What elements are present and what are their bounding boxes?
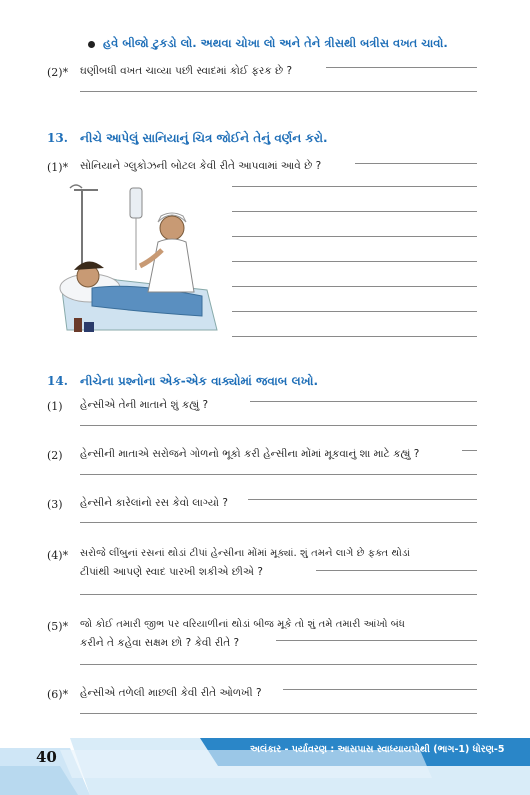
question-number: (1)* [47, 161, 69, 174]
answer-line[interactable] [283, 689, 477, 690]
question-text: જો કોઈ તમારી જીભ પર વરિયાળીનાં થોડાં બીજ મૂકે તો શું તમે તમારી આંખો બંધ [80, 619, 406, 630]
answer-line[interactable] [80, 664, 477, 665]
answer-line[interactable] [250, 401, 477, 402]
answer-line[interactable] [80, 425, 477, 426]
section-number: 14. [47, 374, 68, 388]
hospital-illustration [52, 180, 222, 345]
question-text: હેન્સીને કારેલાંનો રસ કેવો લાગ્યો ? [80, 497, 228, 509]
question-text: સરોજે લીંબુનાં રસનાં થોડાં ટીપાં હેન્સીના મોંમાં મૂક્યાં. શું તમને લાગે છે ફક્ત થોડાં [80, 548, 410, 559]
question-number: (1) [47, 400, 63, 413]
answer-line[interactable] [232, 236, 477, 237]
question-number: (5)* [47, 620, 69, 633]
footer-title: અલંકાર - પર્યાવરણ : આસપાસ સ્વાધ્યાયપોથી (ભાગ-1) ધોરણ-5 [250, 744, 505, 755]
question-number: (3) [47, 498, 63, 511]
question-text: હેન્સીએ તેની માતાને શું કહ્યું ? [80, 399, 209, 411]
bullet-dot [88, 41, 95, 48]
answer-line[interactable] [232, 211, 477, 212]
question-number: (2) [47, 449, 63, 462]
answer-line[interactable] [232, 261, 477, 262]
answer-line[interactable] [232, 186, 477, 187]
answer-line[interactable] [80, 522, 477, 523]
page-number: 40 [36, 748, 57, 766]
question-text: ઘણીબધી વખત ચાવ્યા પછી સ્વાદમાં કોઈ ફરક છે ? [80, 65, 293, 77]
question-number: (2)* [47, 66, 69, 79]
question-text: હેન્સીએ તળેલી માછલી કેવી રીતે ઓળખી ? [80, 687, 262, 699]
answer-line[interactable] [276, 640, 477, 641]
answer-line[interactable] [232, 286, 477, 287]
answer-line[interactable] [355, 163, 477, 164]
answer-line[interactable] [232, 336, 477, 337]
question-number: (4)* [47, 549, 69, 562]
question-number: (6)* [47, 688, 69, 701]
question-text: સોનિયાને ગ્લુકોઝની બોટલ કેવી રીતે આપવામાં આવે છે ? [80, 160, 322, 172]
answer-line[interactable] [326, 67, 477, 68]
answer-line[interactable] [80, 594, 477, 595]
bullet-instruction: હવે બીજો ટુકડો લો. અથવા ચોખા લો અને તેને ત્રીસથી બત્રીસ વખત ચાવો. [103, 36, 448, 50]
answer-line[interactable] [316, 570, 477, 571]
section-title: નીચેના પ્રશ્નોના એક-એક વાક્યોમાં જવાબ લખો. [80, 374, 319, 388]
answer-line[interactable] [80, 91, 477, 92]
answer-line[interactable] [232, 311, 477, 312]
section-title: નીચે આપેલું સાનિયાનું ચિત્ર જોઈને તેનું વર્ણન કરો. [80, 131, 328, 145]
question-text: હેન્સીની માતાએ સરોજને ગોળનો ભૂકો કરી હેન્સીના મોંમાં મૂકવાનું શા માટે કહ્યું ? [80, 448, 420, 460]
answer-line[interactable] [462, 450, 477, 451]
question-text-continued: કરીને તે કહેવા સક્ષમ છો ? કેવી રીતે ? [80, 637, 240, 649]
question-text-continued: ટીપાંથી આપણે સ્વાદ પારખી શકીએ છીએ ? [80, 566, 263, 578]
answer-line[interactable] [80, 474, 477, 475]
answer-line[interactable] [80, 713, 477, 714]
answer-line[interactable] [248, 499, 477, 500]
section-number: 13. [47, 131, 68, 145]
